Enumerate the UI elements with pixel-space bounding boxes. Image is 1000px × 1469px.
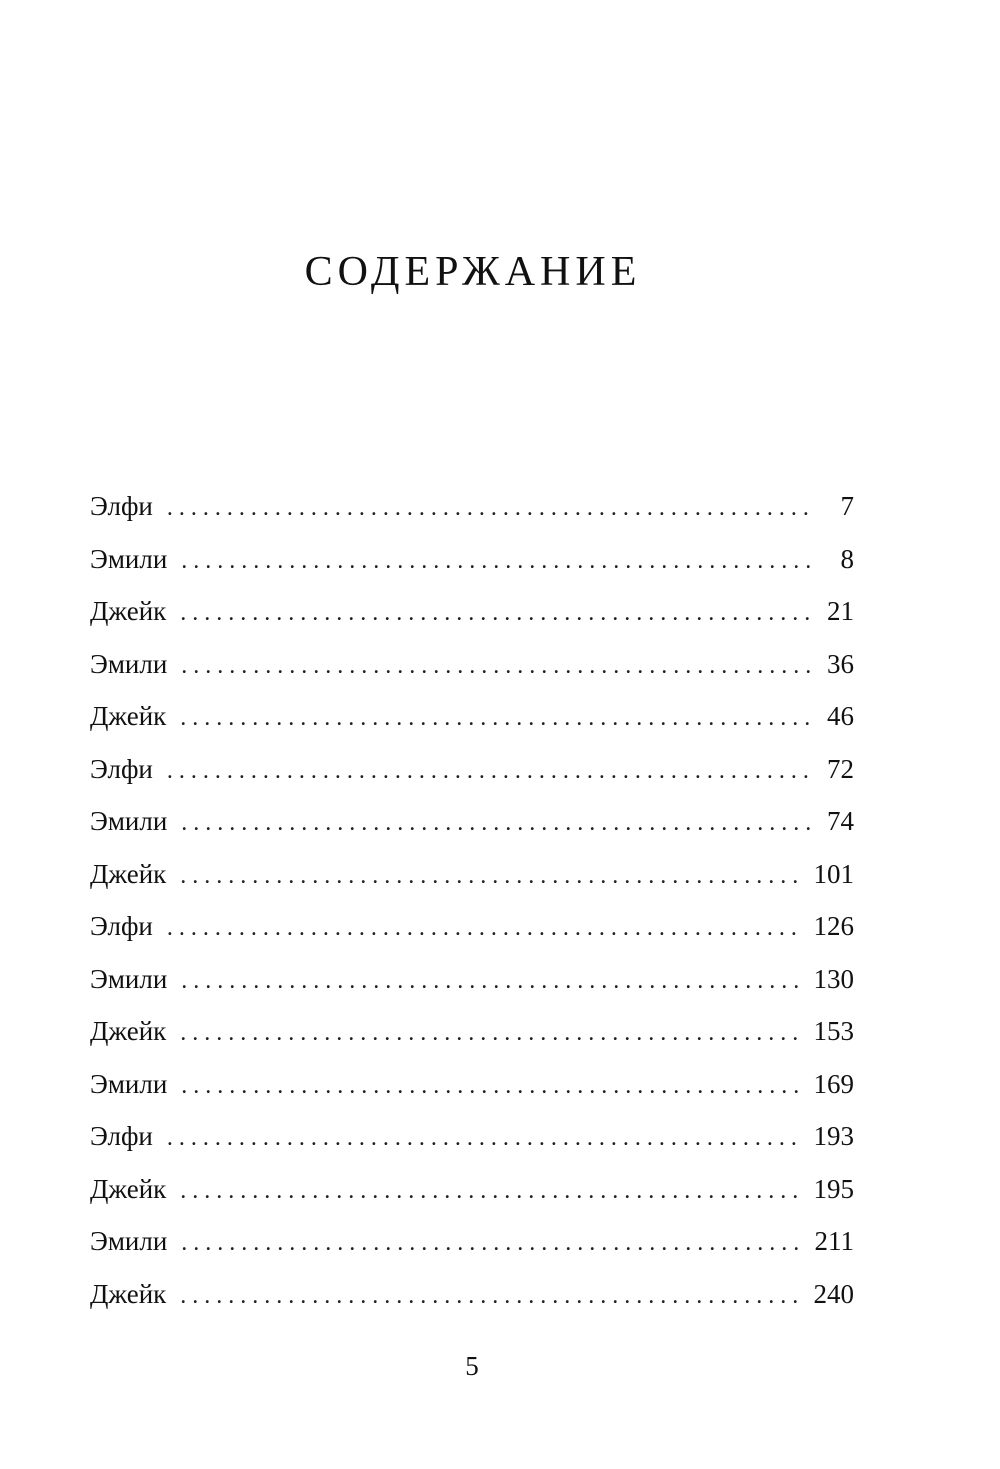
toc-entry[interactable] — [90, 900, 854, 953]
toc-entry[interactable] — [90, 743, 854, 796]
toc-entry-page: 21 — [827, 596, 854, 626]
dot-leader — [181, 640, 814, 693]
toc-entry-page: 169 — [813, 1068, 854, 1099]
toc-entry[interactable] — [90, 953, 854, 1006]
page-number: 5 — [465, 1351, 479, 1381]
dot-leader — [181, 1060, 801, 1113]
toc-entry-page: 46 — [827, 701, 854, 731]
toc-entry-title: Элфи — [90, 491, 153, 521]
toc-entry-page: 193 — [813, 1121, 854, 1151]
dot-leader — [180, 1270, 801, 1323]
toc-entry-page: 240 — [813, 1278, 854, 1309]
toc-entry[interactable] — [90, 1005, 854, 1058]
toc-entry-title: Джейк — [90, 1278, 167, 1309]
toc-entry-title: Эмили — [90, 963, 168, 994]
dot-leader — [180, 1007, 801, 1060]
toc-entry-title: Джейк — [90, 701, 167, 731]
toc-entry-page: 153 — [813, 1016, 854, 1046]
dot-leader — [181, 1217, 802, 1270]
toc-entry[interactable] — [90, 690, 854, 743]
toc-entry-title: Элфи — [90, 753, 153, 784]
toc-entry-title: Эмили — [90, 806, 168, 836]
toc-entry[interactable] — [90, 585, 854, 638]
dot-leader — [181, 535, 814, 588]
toc-entry[interactable] — [90, 1058, 854, 1111]
toc-entry-title: Эмили — [90, 1226, 168, 1256]
table-of-contents — [90, 480, 854, 1320]
toc-entry-page: 36 — [827, 648, 854, 679]
toc-entry[interactable] — [90, 795, 854, 848]
toc-entry-page: 7 — [840, 491, 854, 521]
toc-entry-page: 126 — [813, 911, 854, 941]
toc-entry-page: 195 — [813, 1173, 854, 1204]
toc-entry[interactable] — [90, 848, 854, 901]
toc-entry-title: Эмили — [90, 1068, 168, 1099]
toc-entry-page: 211 — [814, 1226, 854, 1256]
toc-entry[interactable] — [90, 638, 854, 691]
dot-leader — [181, 955, 801, 1008]
dot-leader — [167, 482, 814, 535]
toc-entry-title: Элфи — [90, 911, 153, 941]
dot-leader — [180, 850, 801, 903]
toc-entry-title: Эмили — [90, 648, 168, 679]
toc-entry-page: 74 — [827, 806, 854, 836]
toc-entry-title: Джейк — [90, 1016, 167, 1046]
toc-entry[interactable] — [90, 1215, 854, 1268]
dot-leader — [180, 692, 814, 745]
toc-entry-page: 8 — [840, 543, 854, 574]
dot-leader — [180, 587, 814, 640]
toc-entry[interactable] — [90, 1110, 854, 1163]
toc-entry-title: Эмили — [90, 543, 168, 574]
dot-leader — [167, 1112, 802, 1165]
toc-entry[interactable] — [90, 480, 854, 533]
toc-entry-page: 72 — [827, 753, 854, 784]
toc-entry[interactable] — [90, 533, 854, 586]
toc-entry[interactable] — [90, 1163, 854, 1216]
toc-entry-title: Джейк — [90, 1173, 167, 1204]
toc-entry-title: Элфи — [90, 1121, 153, 1151]
toc-entry-title: Джейк — [90, 858, 167, 889]
dot-leader — [167, 902, 802, 955]
toc-entry-page: 130 — [813, 963, 854, 994]
dot-leader — [167, 745, 814, 798]
toc-entry-page: 101 — [813, 858, 854, 889]
toc-entry-title: Джейк — [90, 596, 167, 626]
page-title: СОДЕРЖАНИЕ — [304, 249, 642, 295]
dot-leader — [180, 1165, 801, 1218]
toc-entry[interactable] — [90, 1268, 854, 1321]
dot-leader — [181, 797, 814, 850]
